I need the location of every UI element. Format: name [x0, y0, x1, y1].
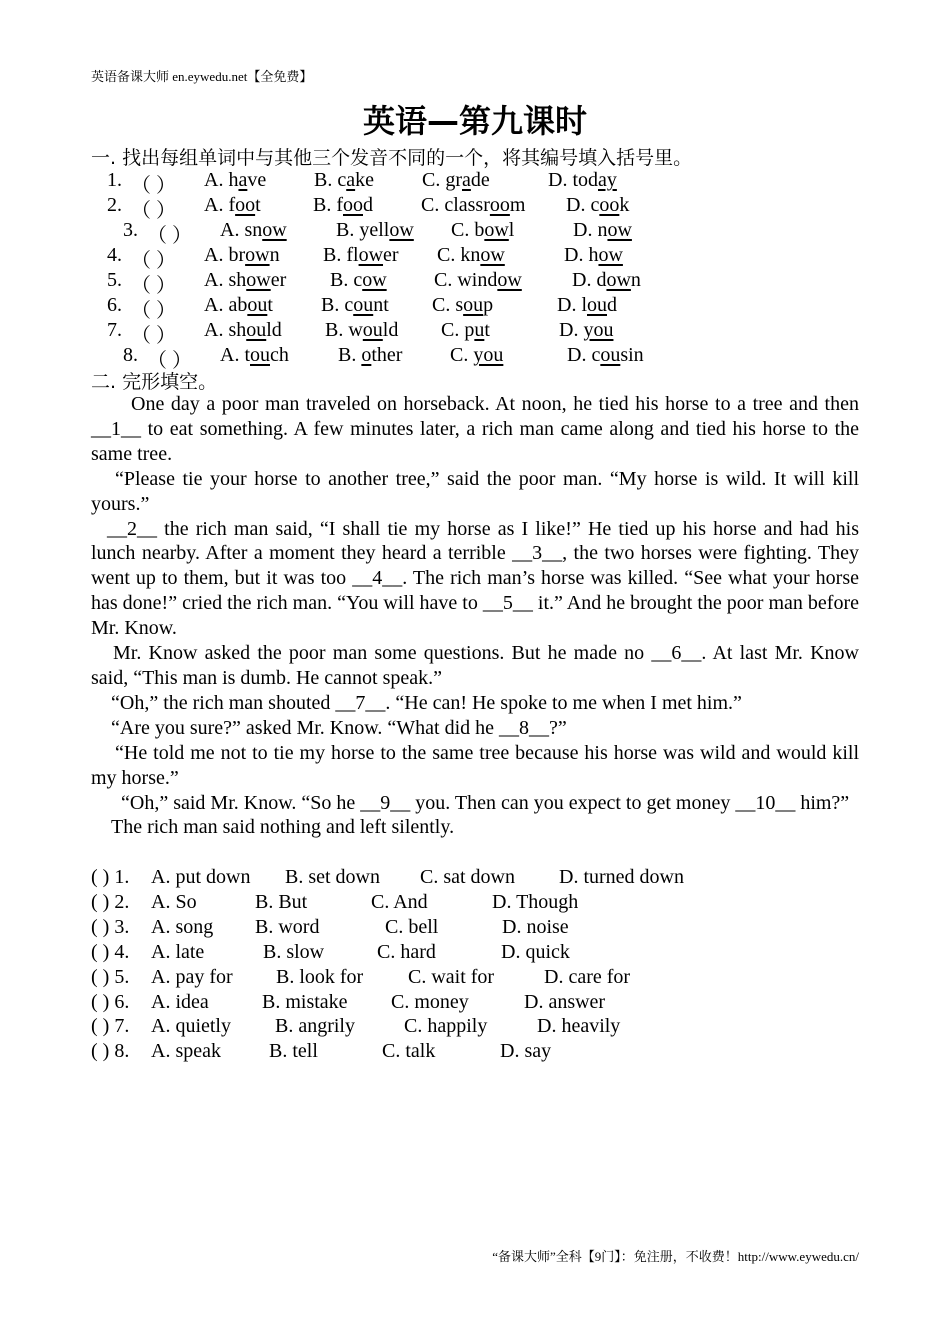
underlined-sound: ow — [245, 244, 270, 266]
word-prefix: D. — [559, 319, 584, 341]
choice-row — [91, 866, 859, 891]
choice-option-a: A. late — [151, 940, 205, 963]
word-option — [220, 219, 287, 242]
word-prefix: C. p — [441, 319, 475, 341]
word-prefix: D. c — [567, 344, 601, 366]
underlined-sound: ow — [607, 219, 632, 241]
word-suffix: t — [267, 294, 273, 316]
word-option — [564, 244, 623, 267]
word-suffix: ld — [382, 319, 399, 341]
question-number[interactable]: ( ) 3. — [91, 915, 130, 938]
underlined-sound: ow — [497, 269, 522, 291]
word-suffix: k — [619, 194, 630, 216]
word-prefix: A. ab — [204, 294, 248, 316]
choice-option-d: D. quick — [501, 940, 570, 963]
word-prefix: D. n — [573, 219, 608, 241]
word-option — [204, 169, 266, 192]
word-suffix: t — [255, 194, 261, 216]
cloze-passage — [91, 392, 859, 840]
underlined-sound: oo — [343, 194, 363, 216]
phonetics-item — [0, 194, 950, 222]
passage-paragraph: __2__ the rich man said, “I shall tie my horse as I like!” He tied up his horse and had his lunch nearby. After a moment they heard a terrible __3__, the two horses were fighting. They went up to them, but it was too __4__. The rich man’s horse was killed. “See what your horse has done!” cried the rich man. “You will have to __5__ it.” And he brought the poor man before Mr. Know. — [91, 517, 859, 640]
underlined-sound: ow — [484, 219, 509, 241]
word-suffix: nt — [373, 294, 389, 316]
answer-blank[interactable]: （ ） — [131, 275, 176, 297]
passage-paragraph: “Oh,” said Mr. Know. “So he __9__ you. Then can you expect to get money __10__ him?” — [121, 791, 850, 814]
choice-option-a: A. quietly — [151, 1015, 231, 1038]
answer-blank[interactable]: （ ） — [147, 225, 192, 247]
word-suffix: ch — [270, 344, 289, 366]
word-suffix: n — [269, 244, 280, 266]
section-1-heading: 一. 找出每组单词中与其他三个发音不同的一个，将其编号填入括号里。 — [91, 147, 693, 169]
underlined-sound: ow — [262, 219, 287, 241]
choice-option-a: A. song — [151, 915, 214, 938]
choice-row — [91, 966, 859, 991]
phonetics-item — [0, 294, 950, 322]
word-prefix: C. kn — [437, 244, 481, 266]
word-option — [548, 169, 617, 192]
word-option — [566, 194, 629, 217]
word-option — [204, 194, 261, 217]
choice-option-a: A. idea — [151, 990, 209, 1013]
word-suffix: l — [508, 219, 515, 241]
word-suffix: m — [509, 194, 526, 216]
choice-option-b: B. But — [255, 890, 308, 913]
item-number: 5. — [107, 269, 122, 291]
word-prefix: B. c — [321, 294, 354, 316]
passage-paragraph: One day a poor man traveled on horseback. At noon, he tied his horse to a tree and then __1__ to eat something. A few minutes later, a rich man came along and tied his horse to the same tree. — [91, 393, 859, 465]
word-option — [422, 169, 490, 192]
underlined-sound: a — [346, 169, 356, 191]
word-option — [321, 294, 389, 317]
word-option — [572, 269, 641, 292]
word-prefix: B. fl — [323, 244, 359, 266]
question-number[interactable]: ( ) 7. — [91, 1015, 130, 1038]
item-number: 8. — [123, 344, 138, 366]
choice-option-c: C. bell — [385, 915, 439, 938]
choice-option-a: A. So — [151, 890, 197, 913]
word-option — [323, 244, 399, 267]
word-prefix: D. d — [572, 269, 607, 291]
word-option — [567, 344, 644, 367]
word-prefix: C. wind — [434, 269, 498, 291]
question-number[interactable]: ( ) 5. — [91, 965, 130, 988]
item-number: 1. — [107, 169, 122, 191]
passage-paragraph: “He told me not to tie my horse to the same tree because his horse was wild and would kill my horse.” — [91, 741, 859, 789]
word-suffix: ke — [355, 169, 374, 191]
word-prefix: C. — [450, 344, 474, 366]
underlined-sound: ou — [463, 294, 484, 316]
underlined-sound: ou — [362, 319, 383, 341]
page-header: 英语备课大师 en.eywedu.net【全免费】 — [91, 69, 313, 84]
choice-row — [91, 916, 859, 941]
answer-blank[interactable]: （ ） — [147, 350, 192, 372]
word-prefix: C. s — [432, 294, 464, 316]
underlined-sound: you — [583, 319, 614, 341]
choice-option-a: A. pay for — [151, 965, 233, 988]
phonetics-item — [0, 219, 950, 247]
question-number[interactable]: ( ) 1. — [91, 866, 130, 888]
underlined-sound: a — [238, 169, 248, 191]
underlined-sound: ow — [606, 269, 631, 291]
choice-option-c: C. wait for — [408, 965, 495, 988]
word-prefix: C. gr — [422, 169, 462, 191]
word-prefix: A. t — [220, 344, 250, 366]
choice-option-c: C. happily — [404, 1015, 488, 1038]
underlined-sound: u — [474, 319, 485, 341]
word-prefix: B. w — [325, 319, 363, 341]
underlined-sound: ou — [250, 344, 270, 366]
underlined-sound: a — [462, 169, 471, 191]
underlined-sound: oo — [599, 194, 620, 216]
underlined-sound: ou — [247, 294, 268, 316]
word-prefix: D. c — [566, 194, 600, 216]
underlined-sound: ow — [598, 244, 623, 266]
word-option — [325, 319, 398, 342]
word-prefix: A. sn — [220, 219, 263, 241]
word-option — [432, 294, 493, 317]
underlined-sound: ou — [587, 294, 607, 316]
word-option — [204, 269, 286, 292]
word-prefix: B. c — [330, 269, 363, 291]
choice-option-b: B. tell — [269, 1040, 318, 1063]
phonetics-item — [0, 169, 950, 197]
word-option — [450, 344, 503, 367]
word-option — [451, 219, 514, 242]
word-suffix: p — [483, 294, 494, 316]
word-prefix: A. br — [204, 244, 246, 266]
underlined-sound: oo — [235, 194, 256, 216]
underlined-sound: ow — [480, 244, 505, 266]
word-prefix: A. sh — [204, 269, 247, 291]
underlined-sound: ay — [598, 169, 617, 191]
word-suffix: n — [630, 269, 641, 291]
answer-blank[interactable]: （ ） — [131, 300, 176, 322]
word-option — [338, 344, 402, 367]
answer-blank[interactable]: （ ） — [131, 325, 176, 347]
word-prefix: B. f — [313, 194, 343, 216]
choice-option-a: A. put down — [151, 866, 251, 888]
word-option — [441, 319, 490, 342]
word-option — [559, 319, 613, 342]
word-prefix: D. l — [557, 294, 587, 316]
choice-option-d: D. say — [500, 1040, 552, 1063]
phonetics-item — [0, 244, 950, 272]
question-number[interactable]: ( ) 6. — [91, 990, 130, 1013]
item-number: 3. — [123, 219, 138, 241]
underlined-sound: ou — [353, 294, 374, 316]
word-prefix: A. sh — [204, 319, 247, 341]
choice-option-d: D. noise — [502, 915, 569, 938]
choice-option-b: B. look for — [276, 965, 364, 988]
word-prefix: A. h — [204, 169, 239, 191]
choice-option-c: C. money — [391, 990, 469, 1013]
word-suffix: d — [607, 294, 617, 316]
word-suffix: d — [363, 194, 373, 216]
word-suffix: ther — [371, 344, 403, 366]
choice-row — [91, 991, 859, 1016]
word-option — [437, 244, 505, 267]
word-option — [421, 194, 525, 217]
word-option — [557, 294, 617, 317]
word-suffix: er — [270, 269, 287, 291]
phonetics-item — [0, 269, 950, 297]
choice-option-c: C. talk — [382, 1040, 436, 1063]
page-title: 英语—第九课时 — [362, 102, 587, 140]
word-option — [330, 269, 387, 292]
passage-paragraph: Mr. Know asked the poor man some questions. But he made no __6__. At last Mr. Know said, “This man is dumb. He cannot speak.” — [91, 642, 859, 689]
question-number[interactable]: ( ) 4. — [91, 940, 130, 963]
underlined-sound: ou — [600, 344, 621, 366]
word-suffix: er — [383, 244, 399, 266]
phonetics-item — [0, 344, 950, 372]
word-option — [313, 194, 373, 217]
word-prefix: D. tod — [548, 169, 598, 191]
item-number: 2. — [107, 194, 122, 216]
choice-option-b: B. word — [255, 915, 320, 938]
page-footer: “备课大师”全科【9门】：免注册，不收费！http://www.eywedu.cn/ — [492, 1249, 859, 1264]
choice-option-d: D. answer — [524, 990, 606, 1013]
choice-option-b: B. mistake — [262, 990, 348, 1013]
word-prefix: B. — [338, 344, 362, 366]
word-option — [220, 344, 289, 367]
word-option — [434, 269, 522, 292]
underlined-sound: o — [361, 344, 372, 366]
word-prefix: C. b — [451, 219, 485, 241]
word-suffix: t — [484, 319, 490, 341]
answer-blank[interactable]: （ ） — [131, 200, 176, 222]
choice-option-c: C. hard — [377, 940, 436, 963]
choice-row — [91, 1015, 859, 1040]
item-number: 4. — [107, 244, 122, 266]
word-option — [204, 294, 273, 317]
underlined-sound: ow — [246, 269, 271, 291]
choice-option-c: C. sat down — [420, 866, 515, 888]
word-option — [204, 319, 282, 342]
underlined-sound: oo — [489, 194, 510, 216]
word-prefix: B. yell — [336, 219, 390, 241]
item-number: 7. — [107, 319, 122, 341]
choice-option-b: B. angrily — [275, 1015, 355, 1038]
underlined-sound: ow — [358, 244, 384, 266]
underlined-sound: ow — [362, 269, 387, 291]
choice-row — [91, 1040, 859, 1065]
question-number[interactable]: ( ) 2. — [91, 890, 130, 913]
choice-row — [91, 941, 859, 966]
item-number: 6. — [107, 294, 122, 316]
underlined-sound: ow — [389, 219, 414, 241]
word-option — [336, 219, 414, 242]
choice-row — [91, 891, 859, 916]
passage-paragraph: “Oh,” the rich man shouted __7__. “He can! He spoke to me when I met him.” — [111, 691, 742, 714]
word-suffix: ve — [247, 169, 267, 191]
word-suffix: de — [470, 169, 490, 191]
passage-paragraph: “Please tie your horse to another tree,” said the poor man. “My horse is wild. It will kill yours.” — [91, 467, 859, 515]
underlined-sound: you — [473, 344, 504, 366]
choice-option-d: D. Though — [492, 890, 579, 913]
choice-option-b: B. set down — [285, 866, 380, 888]
choice-option-d: D. care for — [544, 965, 631, 988]
choice-option-b: B. slow — [263, 940, 325, 963]
choice-option-a: A. speak — [151, 1040, 221, 1063]
passage-paragraph: “Are you sure?” asked Mr. Know. “What did he __8__?” — [111, 716, 567, 739]
choice-option-d: D. turned down — [559, 866, 684, 888]
choice-option-d: D. heavily — [537, 1015, 621, 1038]
word-prefix: C. classr — [421, 194, 490, 216]
answer-blank[interactable]: （ ） — [131, 175, 176, 197]
word-option — [204, 244, 280, 267]
word-prefix: A. f — [204, 194, 236, 216]
answer-blank[interactable]: （ ） — [131, 250, 176, 272]
underlined-sound: ou — [246, 319, 267, 341]
word-option — [314, 169, 374, 192]
choice-option-c: C. And — [371, 890, 428, 913]
phonetics-item — [0, 319, 950, 347]
word-prefix: D. h — [564, 244, 599, 266]
word-suffix: ld — [266, 319, 282, 341]
word-prefix: B. c — [314, 169, 347, 191]
word-suffix: sin — [620, 344, 644, 366]
question-number[interactable]: ( ) 8. — [91, 1040, 130, 1063]
passage-paragraph: The rich man said nothing and left silently. — [111, 816, 455, 839]
section-2-heading: 二. 完形填空。 — [91, 371, 218, 393]
word-option — [573, 219, 632, 242]
